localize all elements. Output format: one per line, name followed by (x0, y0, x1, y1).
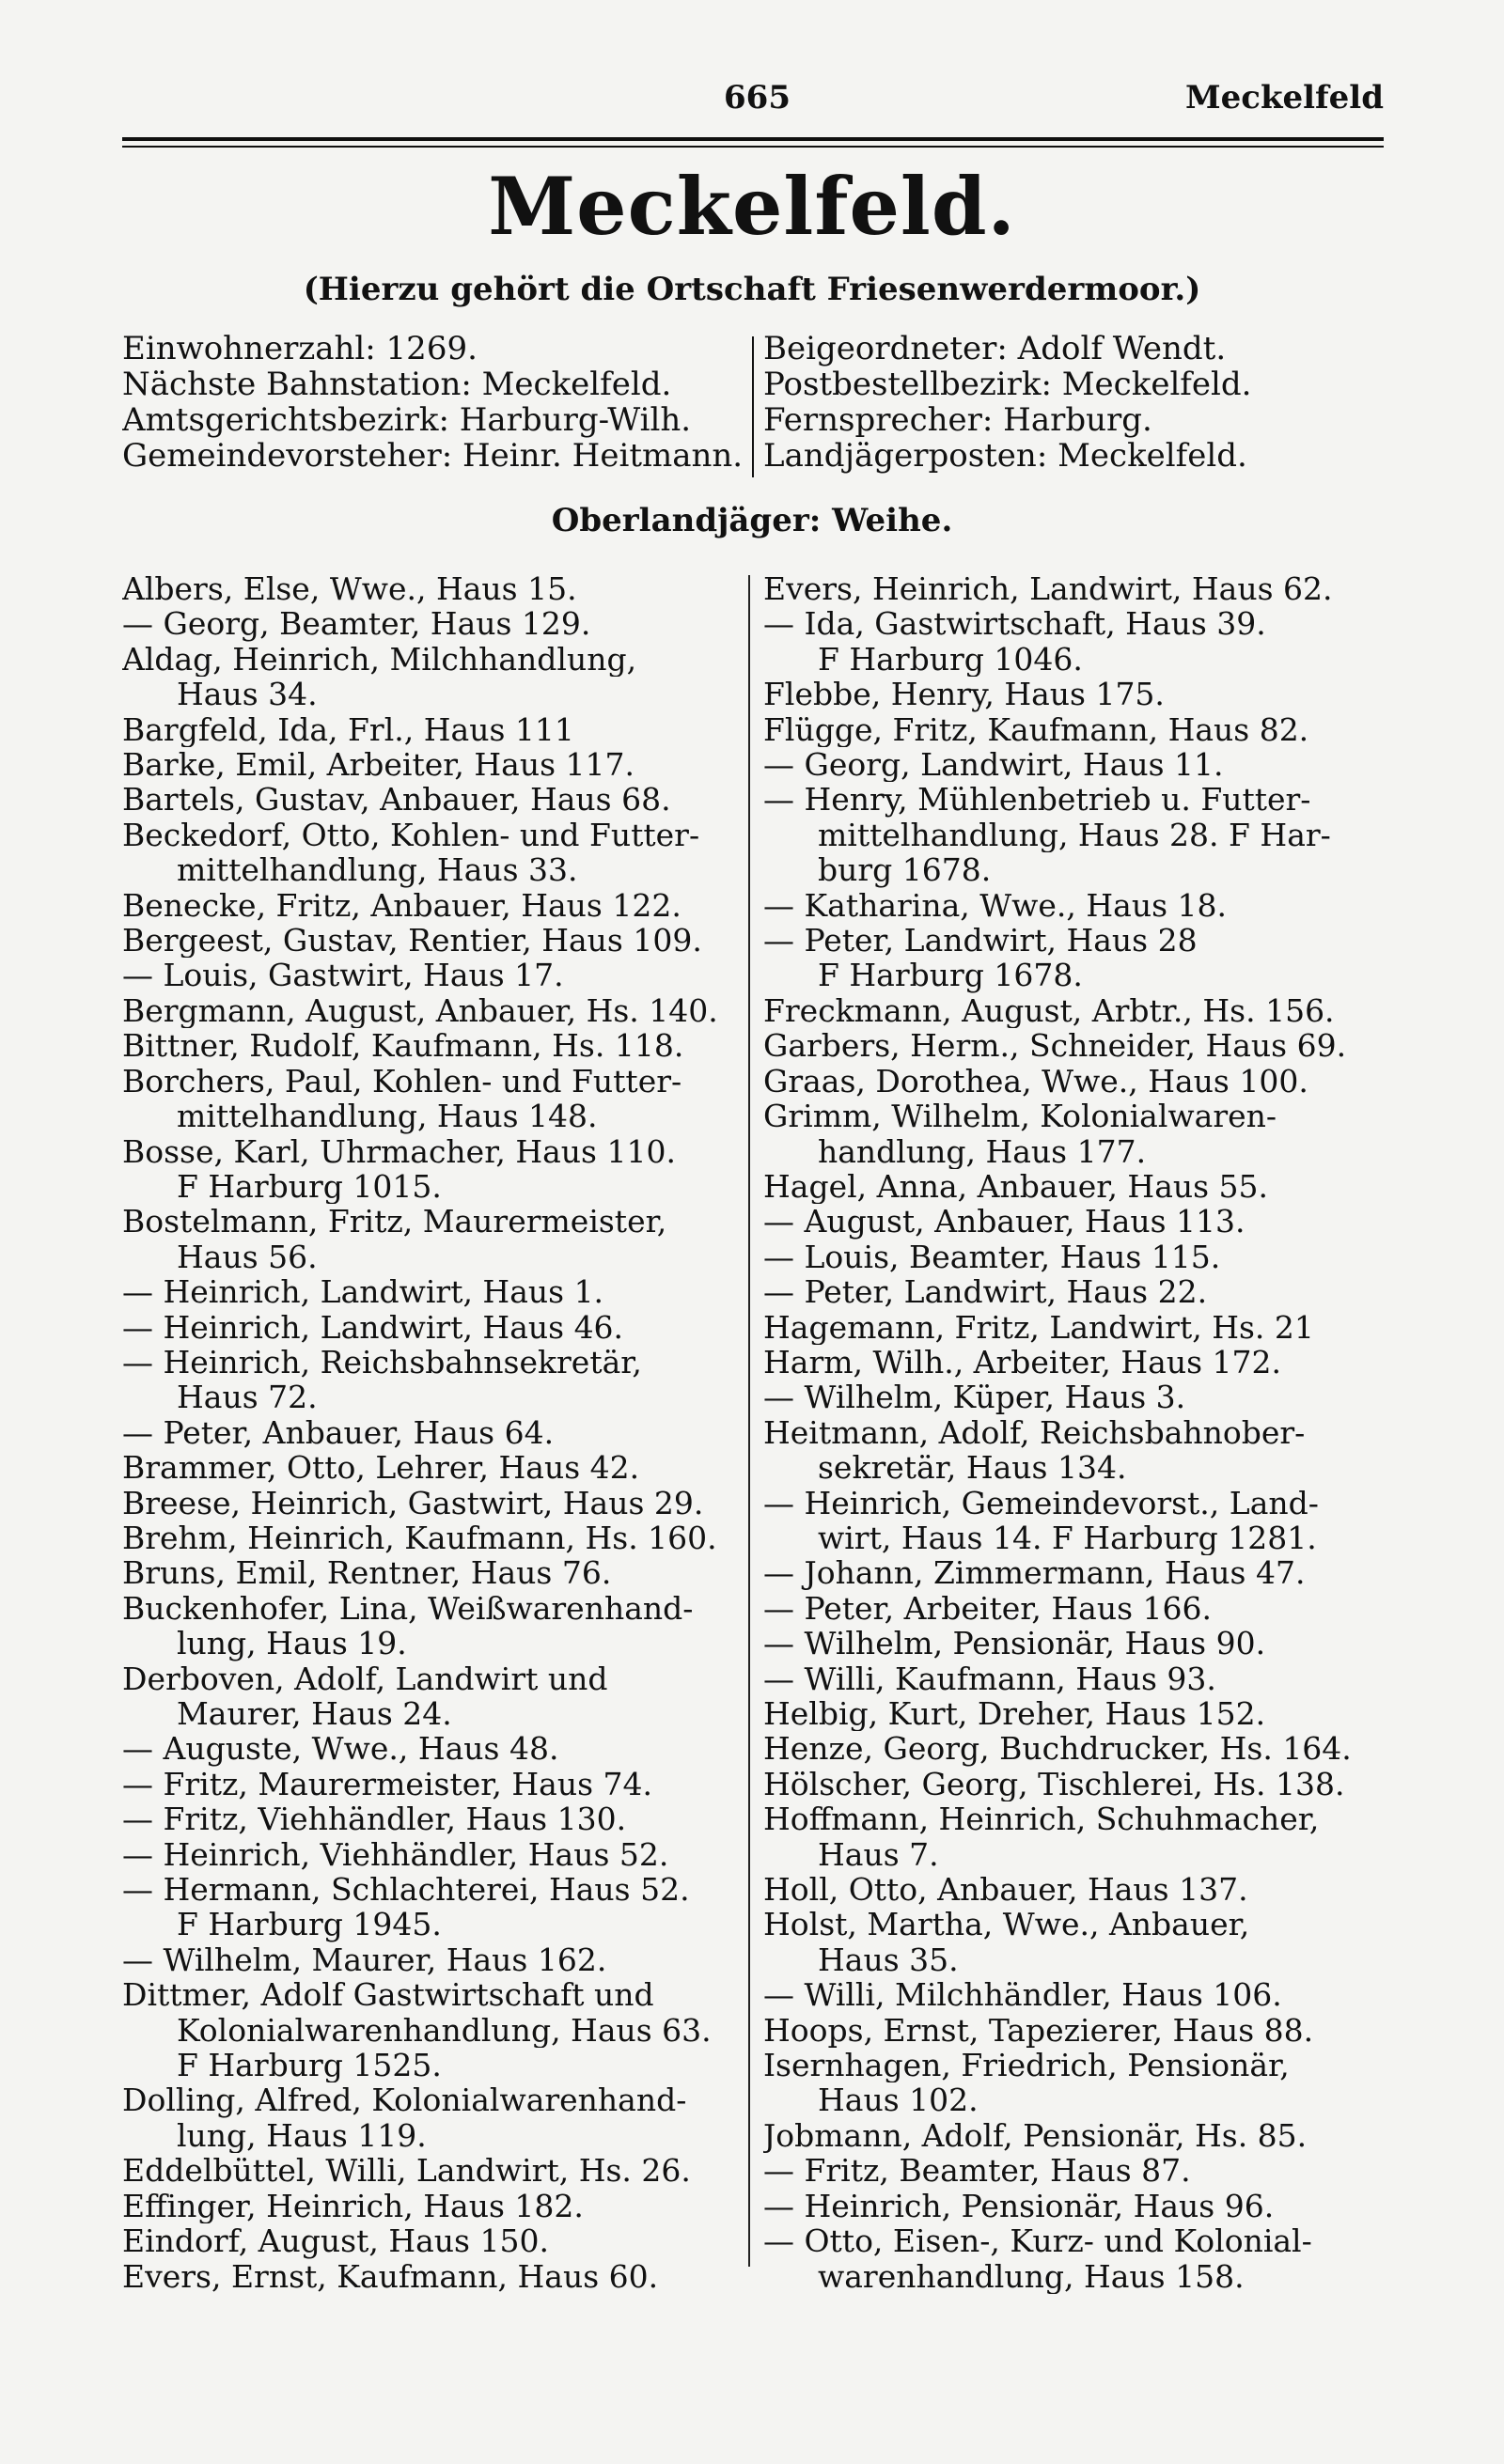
directory-entry: Beckedorf, Otto, Kohlen- und Futter- (122, 817, 700, 853)
info-line: Amtsgerichtsbezirk: Harburg-Wilh. (122, 402, 692, 438)
directory-entry: — Georg, Beamter, Haus 129. (122, 606, 591, 642)
directory-entry: — Auguste, Wwe., Haus 48. (122, 1731, 559, 1767)
entry-continuation: mittelhandlung, Haus 28. F Har- (818, 817, 1331, 853)
entry-continuation: F Harburg 1015. (177, 1168, 442, 1205)
directory-entry: Dolling, Alfred, Kolonialwarenhand- (122, 2082, 687, 2118)
directory-entry: Hölscher, Georg, Tischlerei, Hs. 138. (763, 1766, 1345, 1802)
header-rule-thick (122, 137, 1384, 141)
directory-entry: Bittner, Rudolf, Kaufmann, Hs. 118. (122, 1028, 684, 1064)
directory-entry: Heitmann, Adolf, Reichsbahnober- (763, 1414, 1306, 1451)
directory-entry: — Wilhelm, Pensionär, Haus 90. (763, 1626, 1266, 1661)
directory-entry: Hoffmann, Heinrich, Schuhmacher, (763, 1801, 1320, 1837)
info-divider (752, 336, 754, 477)
directory-entry: Eindorf, August, Haus 150. (122, 2223, 549, 2259)
entry-continuation: Maurer, Haus 24. (177, 1696, 452, 1732)
entry-continuation: lung, Haus 19. (177, 1626, 407, 1661)
directory-entry: Helbig, Kurt, Dreher, Haus 152. (763, 1696, 1266, 1732)
directory-entry: Bruns, Emil, Rentner, Haus 76. (122, 1555, 612, 1591)
entry-continuation: lung, Haus 119. (177, 2117, 427, 2154)
info-line: Einwohnerzahl: 1269. (122, 331, 478, 366)
entry-continuation: handlung, Haus 177. (818, 1133, 1147, 1169)
directory-entry: — Ida, Gastwirtschaft, Haus 39. (763, 606, 1266, 642)
directory-entry: Bostelmann, Fritz, Maurermeister, (122, 1204, 667, 1240)
directory-entry: — August, Anbauer, Haus 113. (763, 1204, 1246, 1240)
page-number: 665 (724, 79, 791, 117)
directory-entry: — Wilhelm, Maurer, Haus 162. (122, 1942, 607, 1978)
directory-entry: Evers, Ernst, Kaufmann, Haus 60. (122, 2258, 659, 2294)
directory-entry: Effinger, Heinrich, Haus 182. (122, 2188, 584, 2224)
entry-continuation: Kolonialwarenhandlung, Haus 63. (177, 2012, 712, 2049)
directory-entry: Brehm, Heinrich, Kaufmann, Hs. 160. (122, 1520, 717, 1556)
directory-entry: — Heinrich, Gemeindevorst., Land- (763, 1485, 1319, 1521)
entry-continuation: F Harburg 1678. (818, 958, 1083, 993)
directory-entry: — Katharina, Wwe., Haus 18. (763, 887, 1228, 924)
directory-entry: Garbers, Herm., Schneider, Haus 69. (763, 1028, 1347, 1064)
directory-entry: Albers, Else, Wwe., Haus 15. (122, 571, 577, 607)
directory-entry: Bargfeld, Ida, Frl., Haus 111 (122, 711, 574, 748)
page-subtitle: (Hierzu gehört die Ortschaft Friesenwerdermoor.) (303, 271, 1201, 308)
directory-entry: — Willi, Kaufmann, Haus 93. (763, 1661, 1216, 1696)
info-line: Postbestellbezirk: Meckelfeld. (763, 366, 1252, 402)
town-info-right (763, 331, 1384, 474)
entry-continuation: F Harburg 1945. (177, 1907, 442, 1942)
directory-entry: Hoops, Ernst, Tapezierer, Haus 88. (763, 2012, 1314, 2049)
directory-entry: Brammer, Otto, Lehrer, Haus 42. (122, 1450, 640, 1486)
directory-entry: — Heinrich, Landwirt, Haus 1. (122, 1274, 604, 1310)
info-line: Gemeindevorsteher: Heinr. Heitmann. (122, 438, 743, 474)
directory-entry: Henze, Georg, Buchdrucker, Hs. 164. (763, 1731, 1352, 1767)
directory-entry: — Fritz, Maurermeister, Haus 74. (122, 1766, 652, 1802)
directory-entry: Harm, Wilh., Arbeiter, Haus 172. (763, 1344, 1282, 1380)
directory-entry: — Heinrich, Reichsbahnsekretär, (122, 1344, 642, 1380)
entry-continuation: sekretär, Haus 134. (818, 1450, 1127, 1486)
directory-entry: Barke, Emil, Arbeiter, Haus 117. (122, 747, 635, 783)
directory-entry: Bergeest, Gustav, Rentier, Haus 109. (122, 923, 702, 959)
entry-continuation: Haus 102. (818, 2082, 979, 2118)
directory-entry: Borchers, Paul, Kohlen- und Futter- (122, 1063, 682, 1099)
entry-continuation: warenhandlung, Haus 158. (818, 2258, 1245, 2294)
directory-entry: Bosse, Karl, Uhrmacher, Haus 110. (122, 1133, 676, 1169)
entry-continuation: Haus 7. (818, 1836, 939, 1873)
directory-entry: Benecke, Fritz, Anbauer, Haus 122. (122, 887, 682, 924)
directory-entry: Isernhagen, Friedrich, Pensionär, (763, 2048, 1290, 2083)
directory-entry: Flügge, Fritz, Kaufmann, Haus 82. (763, 711, 1309, 748)
directory-entry: — Willi, Milchhändler, Haus 106. (763, 1977, 1282, 2013)
directory-entry: — Otto, Eisen-, Kurz- und Kolonial- (763, 2223, 1312, 2259)
directory-entry: — Fritz, Beamter, Haus 87. (763, 2153, 1191, 2189)
entry-continuation: wirt, Haus 14. F Harburg 1281. (818, 1520, 1317, 1556)
directory-entry: Graas, Dorothea, Wwe., Haus 100. (763, 1063, 1308, 1099)
entry-continuation: Haus 72. (177, 1380, 318, 1415)
directory-entry: — Heinrich, Landwirt, Haus 46. (122, 1309, 624, 1345)
directory-entry: Hagemann, Fritz, Landwirt, Hs. 21 (763, 1309, 1314, 1345)
directory-entry: Holl, Otto, Anbauer, Haus 137. (763, 1872, 1248, 1908)
running-title: Meckelfeld (1184, 79, 1384, 117)
directory-entry: — Louis, Gastwirt, Haus 17. (122, 958, 564, 993)
entry-continuation: mittelhandlung, Haus 148. (177, 1099, 598, 1134)
directory-entry: Evers, Heinrich, Landwirt, Haus 62. (763, 571, 1333, 607)
directory-entry: — Fritz, Viehhändler, Haus 130. (122, 1801, 627, 1837)
entry-continuation: burg 1678. (818, 852, 992, 888)
directory-entry: — Wilhelm, Küper, Haus 3. (763, 1380, 1186, 1415)
directory-entry: — Peter, Landwirt, Haus 28 (763, 923, 1198, 959)
directory-entry: — Heinrich, Viehhändler, Haus 52. (122, 1836, 669, 1873)
directory-entry: — Georg, Landwirt, Haus 11. (763, 747, 1224, 783)
directory-entry: — Peter, Arbeiter, Haus 166. (763, 1590, 1213, 1627)
directory-entry: Grimm, Wilhelm, Kolonialwaren- (763, 1099, 1277, 1134)
entry-continuation: Haus 34. (177, 677, 318, 712)
directory-entry: Freckmann, August, Arbtr., Hs. 156. (763, 992, 1335, 1029)
entry-continuation: F Harburg 1525. (177, 2048, 442, 2083)
directory-entry: Buckenhofer, Lina, Weißwarenhand- (122, 1590, 694, 1627)
header-rule-thin (122, 146, 1384, 148)
oberlandjaeger-line: Oberlandjäger: Weihe. (551, 502, 953, 539)
entry-continuation: Haus 56. (177, 1239, 318, 1275)
town-info-left (122, 331, 743, 474)
entry-continuation: Haus 35. (818, 1942, 959, 1978)
resident-list-right (763, 571, 1395, 2294)
directory-entry: — Henry, Mühlenbetrieb u. Futter- (763, 782, 1311, 818)
directory-entry: — Peter, Landwirt, Haus 22. (763, 1274, 1208, 1310)
page-header (122, 79, 1384, 117)
directory-entry: Dittmer, Adolf Gastwirtschaft und (122, 1977, 654, 2013)
directory-entry: Derboven, Adolf, Landwirt und (122, 1661, 608, 1696)
info-line: Landjägerposten: Meckelfeld. (763, 438, 1247, 474)
directory-entry: Breese, Heinrich, Gastwirt, Haus 29. (122, 1485, 704, 1521)
entry-continuation: F Harburg 1046. (818, 641, 1083, 678)
directory-entry: — Louis, Beamter, Haus 115. (763, 1239, 1221, 1275)
directory-entry: Holst, Martha, Wwe., Anbauer, (763, 1907, 1250, 1942)
directory-entry: Bergmann, August, Anbauer, Hs. 140. (122, 992, 718, 1029)
entry-continuation: mittelhandlung, Haus 33. (177, 852, 578, 888)
directory-entry: — Heinrich, Pensionär, Haus 96. (763, 2188, 1275, 2224)
info-line: Nächste Bahnstation: Meckelfeld. (122, 366, 672, 402)
directory-entry: Aldag, Heinrich, Milchhandlung, (122, 641, 637, 678)
directory-entry: Jobmann, Adolf, Pensionär, Hs. 85. (763, 2117, 1308, 2154)
column-divider (748, 575, 750, 2267)
directory-entry: Bartels, Gustav, Anbauer, Haus 68. (122, 782, 671, 818)
directory-entry: Flebbe, Henry, Haus 175. (763, 677, 1165, 712)
resident-list-left (122, 571, 754, 2294)
page-title: Meckelfeld. (488, 160, 1016, 253)
town-info (122, 331, 1384, 481)
info-line: Fernsprecher: Harburg. (763, 402, 1152, 438)
directory-entry: Hagel, Anna, Anbauer, Haus 55. (763, 1168, 1269, 1205)
directory-entry: — Peter, Anbauer, Haus 64. (122, 1414, 555, 1451)
directory-entry: — Hermann, Schlachterei, Haus 52. (122, 1872, 690, 1908)
directory-entry: — Johann, Zimmermann, Haus 47. (763, 1555, 1306, 1591)
directory-entry: Eddelbüttel, Willi, Landwirt, Hs. 26. (122, 2153, 691, 2189)
info-line: Beigeordneter: Adolf Wendt. (763, 331, 1227, 366)
